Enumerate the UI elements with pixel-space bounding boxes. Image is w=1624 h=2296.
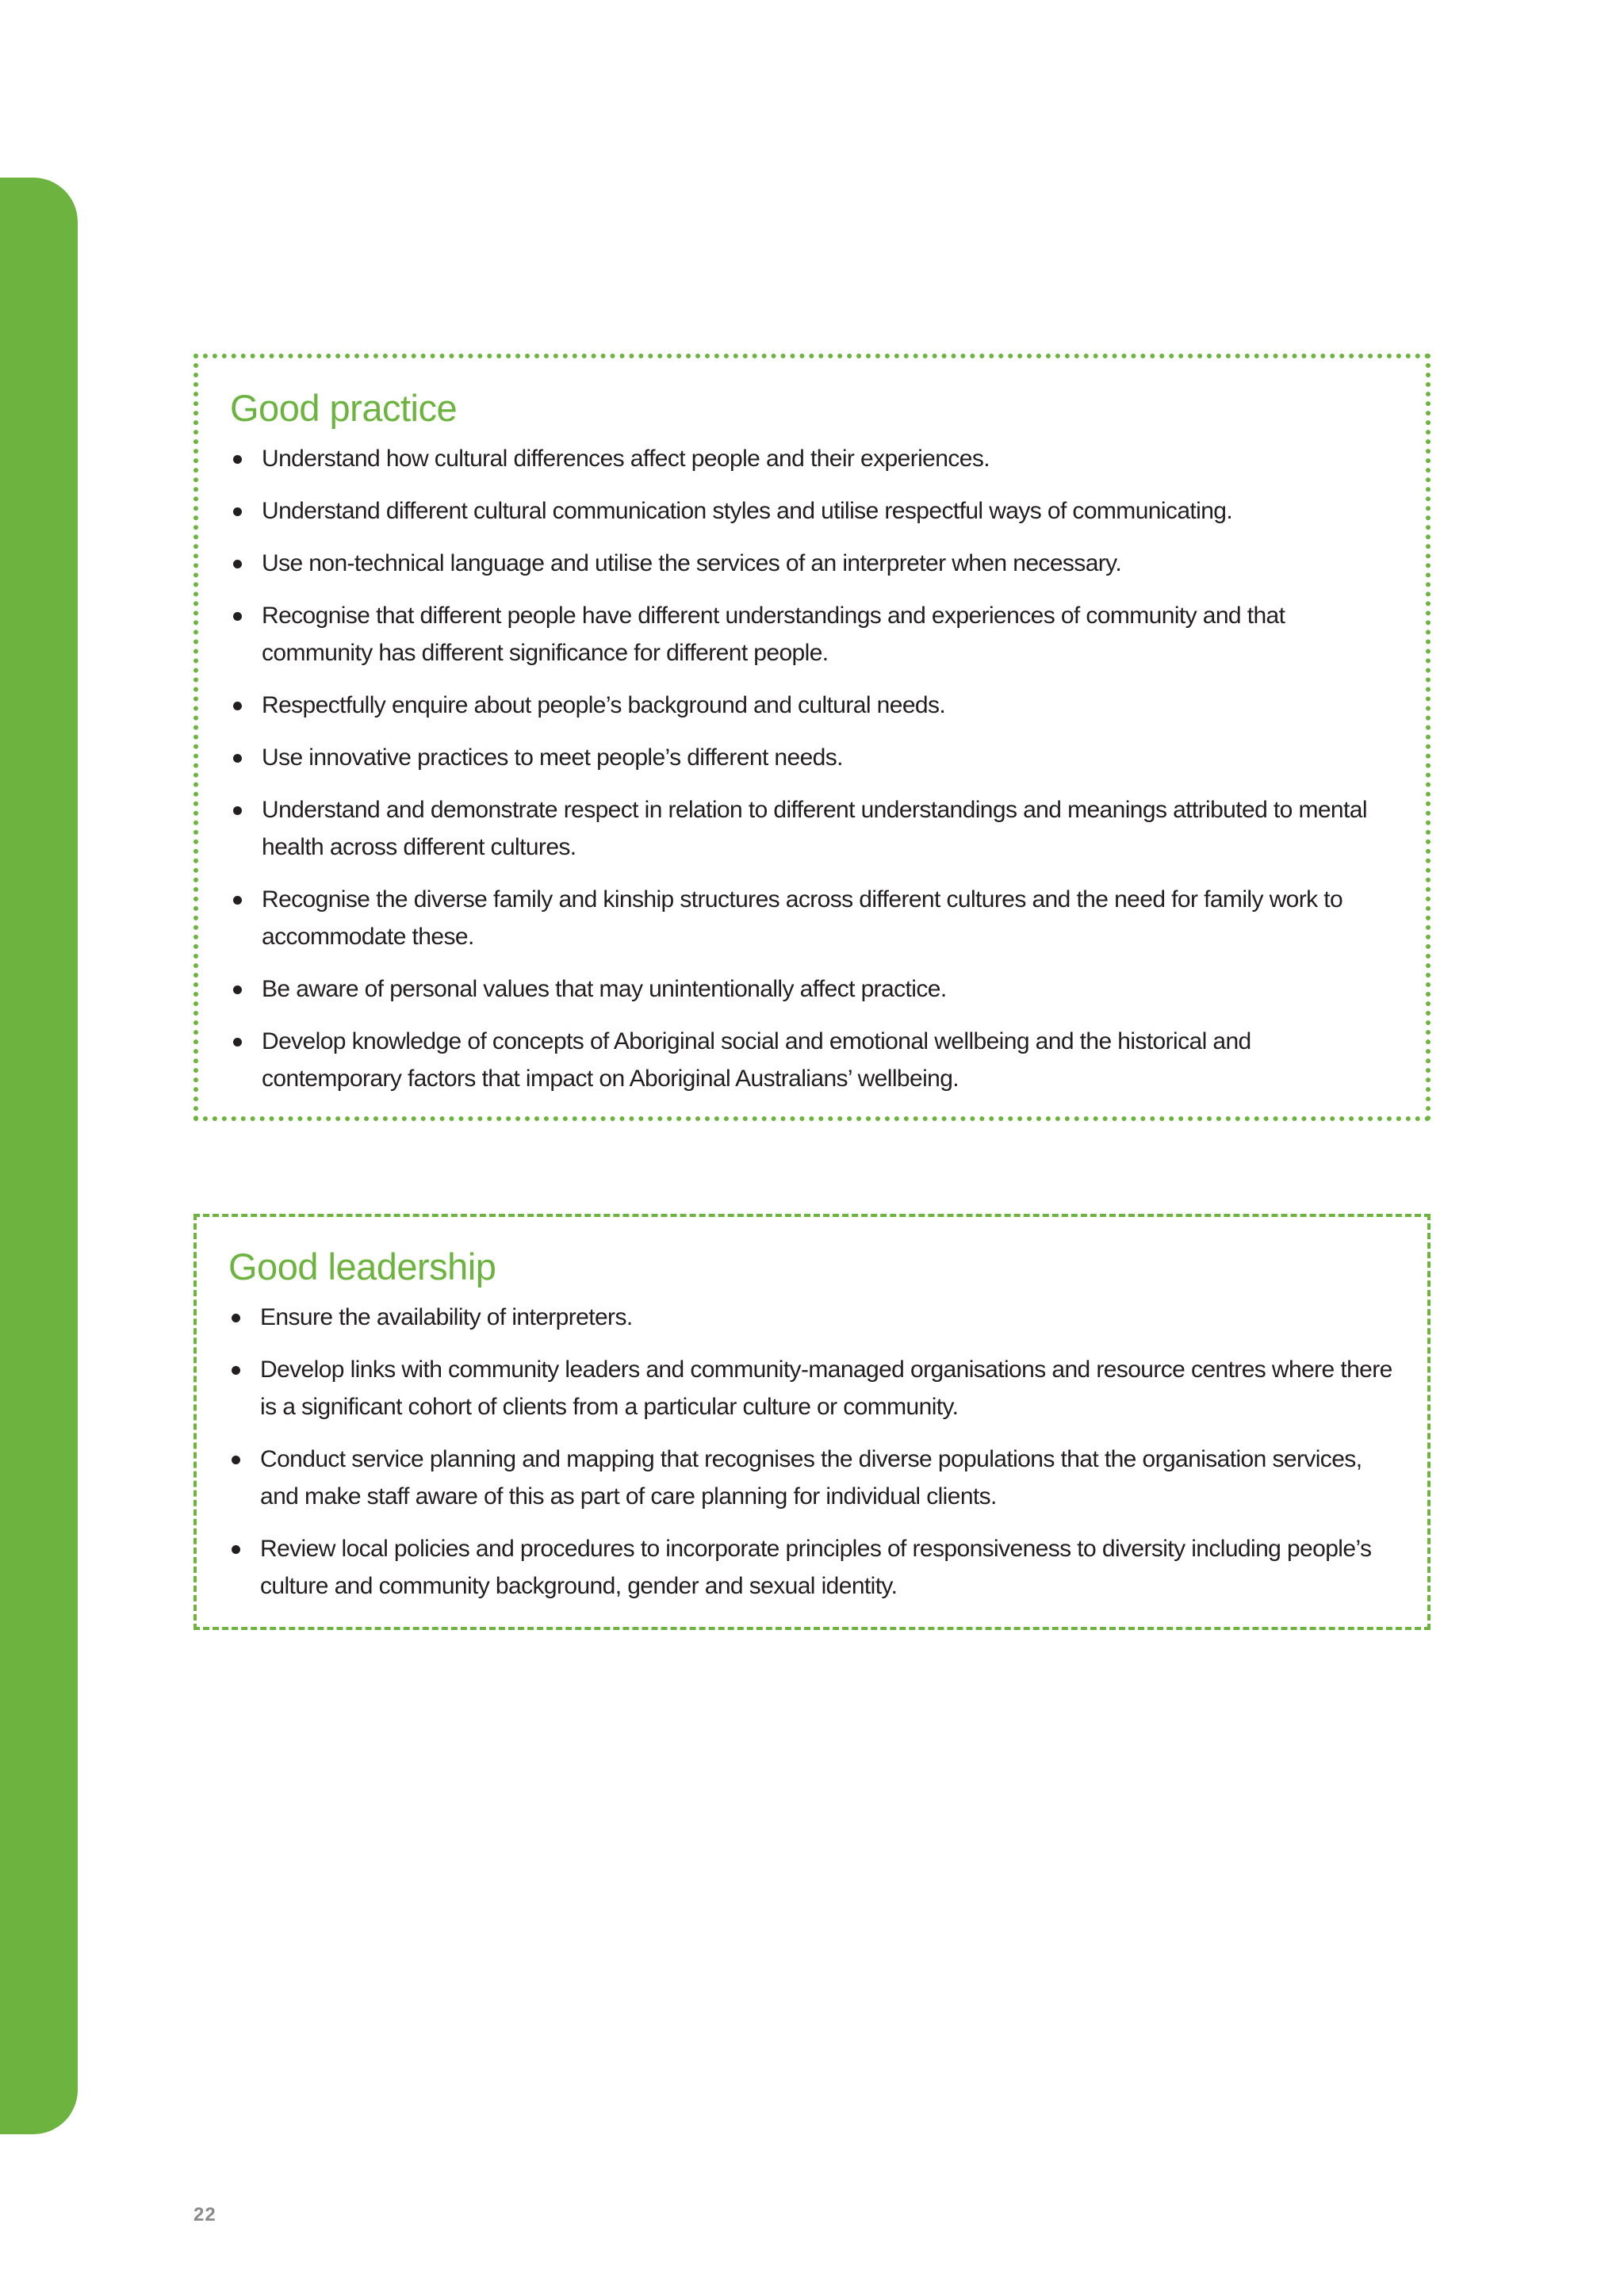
list-item: Recognise the diverse family and kinship structures across different cultures and the need for family work to accommodate these. [230,881,1394,955]
list-item: Use innovative practices to meet people’s different needs. [230,739,1394,776]
list-item: Recognise that different people have different understandings and experiences of community and that community has different significance for different people. [230,597,1394,672]
good-leadership-title: Good leadership [228,1246,496,1288]
list-item: Use non-technical language and utilise the services of an interpreter when necessary. [230,545,1394,582]
side-color-tab [0,178,78,2134]
page-number: 22 [193,2204,216,2225]
list-item: Understand different cultural communication styles and utilise respectful ways of communicating. [230,492,1394,530]
list-item: Review local policies and procedures to incorporate principles of responsiveness to diversity including people’s culture and community background, gender and sexual identity. [228,1530,1396,1605]
list-item: Understand and demonstrate respect in relation to different understandings and meanings attributed to mental health across different cultures. [230,791,1394,866]
list-item: Ensure the availability of interpreters. [228,1299,1396,1336]
list-item: Conduct service planning and mapping that recognises the diverse populations that the organisation services, and make staff aware of this as part of care planning for individual clients. [228,1441,1396,1515]
good-practice-panel [193,354,1431,1121]
list-item: Develop knowledge of concepts of Aboriginal social and emotional wellbeing and the historical and contemporary factors that impact on Aboriginal Australians’ wellbeing. [230,1023,1394,1097]
list-item: Develop links with community leaders and community-managed organisations and resource centres where there is a significant cohort of clients from a particular culture or community. [228,1351,1396,1425]
list-item: Respectfully enquire about people’s background and cultural needs. [230,687,1394,724]
good-leadership-list [228,1299,1396,1605]
list-item: Understand how cultural differences affect people and their experiences. [230,440,1394,477]
list-item: Be aware of personal values that may unintentionally affect practice. [230,970,1394,1008]
good-practice-title: Good practice [230,387,458,429]
good-practice-list [230,440,1394,1097]
good-leadership-panel [193,1214,1431,1630]
